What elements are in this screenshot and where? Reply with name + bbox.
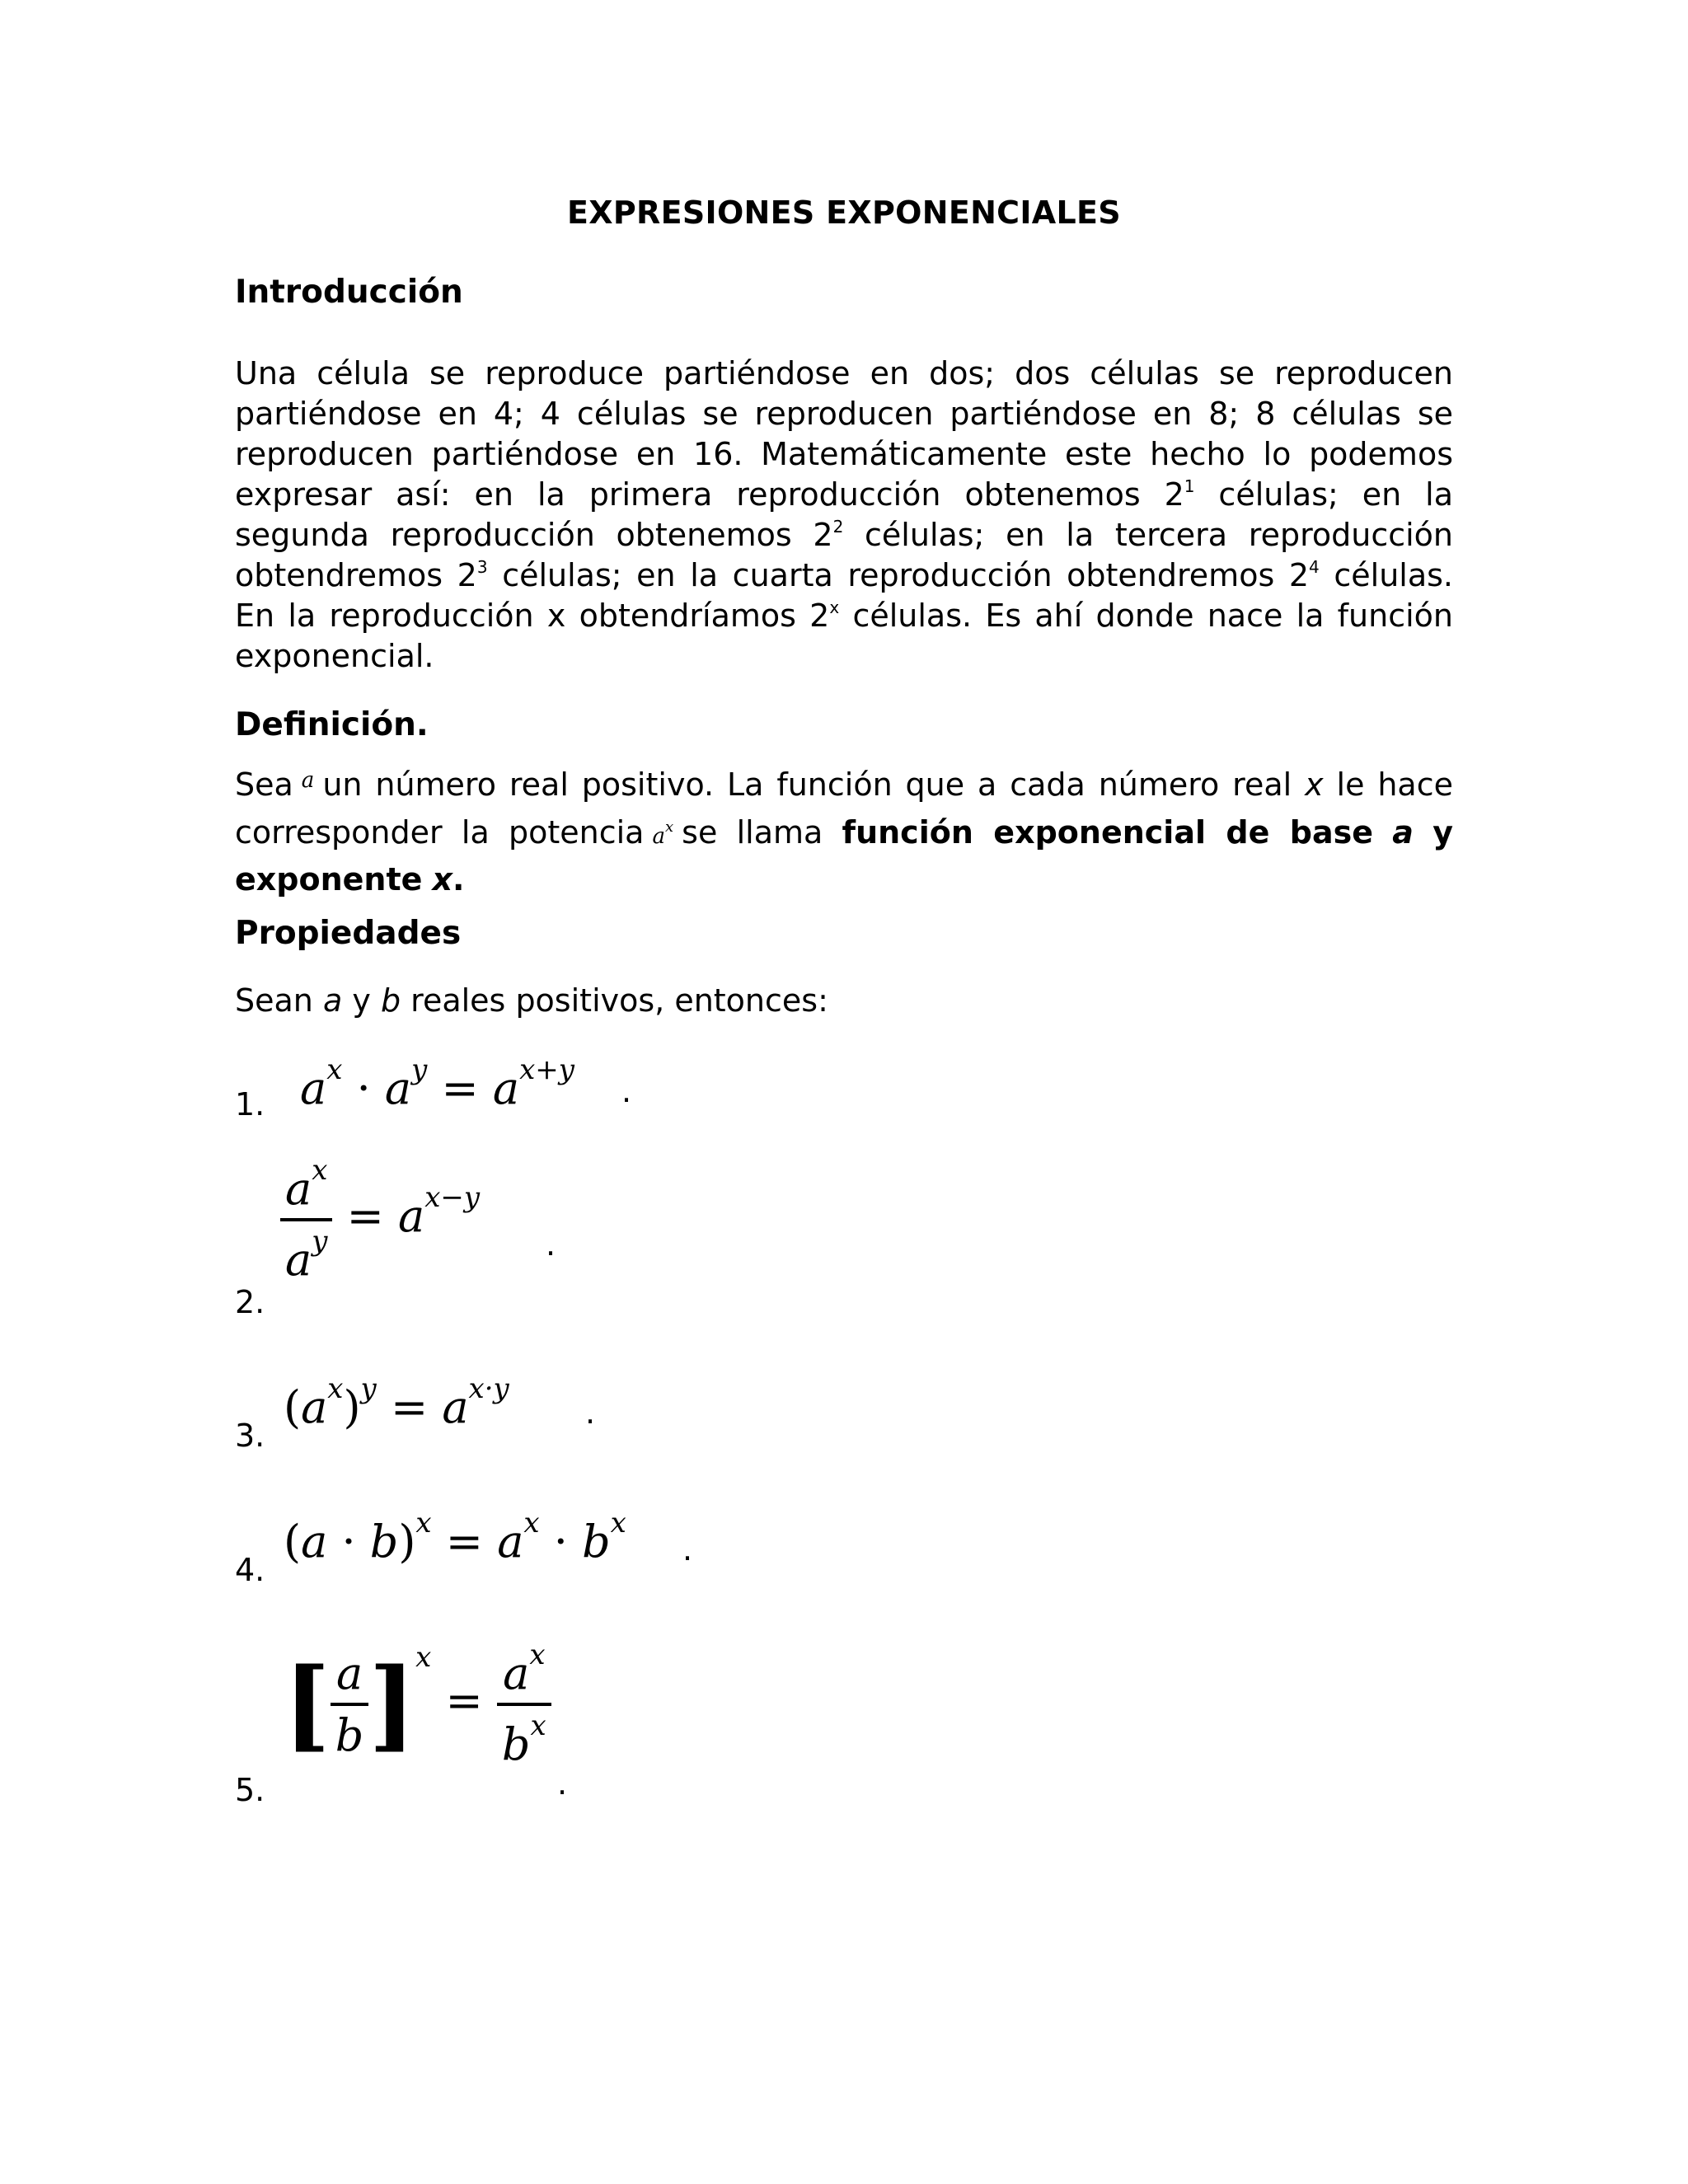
formula-power-of-quotient-image: [ $\frac{a}{b}$ ]$^x$ = $\frac{a^x}{b^x}$ xyxy=(284,1638,551,1770)
property-number: 5. xyxy=(235,1772,265,1808)
math-a-image: a xyxy=(301,768,315,793)
formula-power-of-power-image: $(a^x)^y = a^{x\cdot y}$ xyxy=(284,1372,509,1433)
formula-period: . xyxy=(682,1531,693,1568)
formula-power-of-product-image: $(a \cdot b)^x = a^x \cdot b^x$ xyxy=(284,1507,626,1568)
definition-paragraph: Sea $^a$ un número real positivo. La función que a cada número real x le hace corresponder la potencia $a^x$ se llama función exponencial de base a y exponente x. xyxy=(235,766,1453,898)
formula-product-rule-image: $a^x \cdot a^y = a^{x+y}$ xyxy=(300,1053,574,1114)
property-number: 3. xyxy=(235,1418,265,1454)
intro-paragraph: Una célula se reproduce partiéndose en dos; dos células se reproducen partiéndose en 4; 4 células se reproducen partiéndose en 8; 8 células se reproducen partiéndose en 16. Matemáticamente este hecho lo podemos expresar así: en la primera reproducción obtenemos $2^1$ células; en la segunda reproducción obtenemos $2^2$ células; en la tercera reproducción obtendremos $2^3$ células; en la cuarta reproducción obtendremos $2^4$ células. En la reproducción x obtendríamos 2$^x$ células. Es ahí donde nace la función exponencial. xyxy=(235,355,1454,674)
properties-intro: Sean a y b reales positivos, entonces: xyxy=(235,982,828,1019)
properties-heading: Propiedades xyxy=(235,915,462,952)
formula-period: . xyxy=(557,1765,568,1802)
definition-heading: Definición. xyxy=(235,706,429,743)
property-number: 2. xyxy=(235,1284,265,1320)
page-title: EXPRESIONES EXPONENCIALES xyxy=(567,194,1121,231)
formula-period: . xyxy=(621,1073,632,1109)
formula-quotient-rule-image: $\frac{a^x}{a^y}$ = $a^{x-y}$ xyxy=(280,1154,480,1286)
property-number: 4. xyxy=(235,1552,265,1588)
formula-period: . xyxy=(585,1394,596,1431)
property-number: 1. xyxy=(235,1086,265,1122)
intro-heading: Introducción xyxy=(235,274,463,311)
formula-period: . xyxy=(546,1226,556,1263)
math-a-pow-x-image: $a^x$ xyxy=(652,818,674,849)
